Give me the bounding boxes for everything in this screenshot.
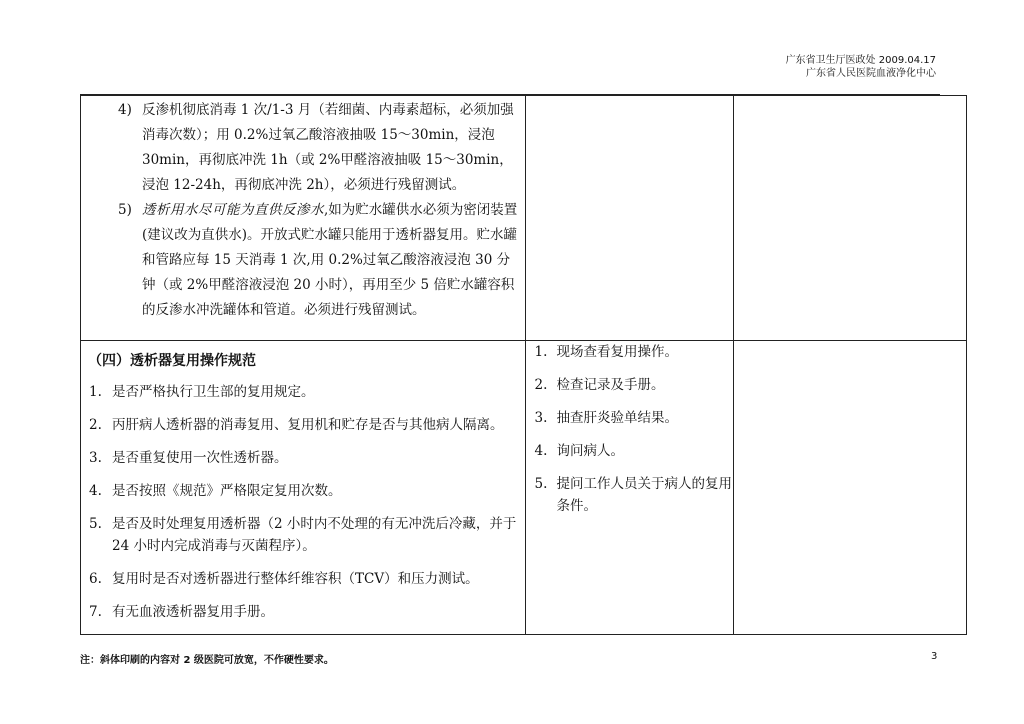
list-item	[81, 513, 525, 557]
header-line-2: 广东省人民医院血液净化中心	[806, 68, 936, 79]
inspection-table	[80, 95, 967, 635]
item-text: 抽查肝炎验单结果。	[556, 410, 678, 426]
table-row	[81, 96, 967, 341]
item-number: 7.	[89, 604, 102, 620]
upper-score-cell	[733, 96, 966, 341]
item-text: 询问病人。	[556, 443, 624, 459]
list-item	[81, 568, 525, 590]
item-number: 6.	[89, 571, 102, 587]
list-item	[81, 198, 525, 323]
item-text: 现场查看复用操作。	[556, 344, 678, 360]
item-text: 有无血液透析器复用手册。	[112, 604, 274, 620]
table-row	[81, 341, 967, 635]
item-number: 3.	[89, 450, 102, 466]
list-item	[81, 601, 525, 623]
list-item	[81, 480, 525, 502]
item-text: 是否及时处理复用透析器（2 小时内不处理的有无冲洗后冷藏，并于 24 小时内完成消毒与灭菌程序）。	[112, 516, 517, 554]
footer-note: 注：斜体印刷的内容对 2 级医院可放宽，不作硬性要求。	[80, 655, 334, 666]
check-method-cell	[525, 341, 733, 635]
section-score-cell	[733, 341, 966, 635]
list-item	[526, 407, 733, 429]
list-item	[81, 98, 525, 198]
item-number: 2.	[534, 377, 548, 393]
page-number: 3	[931, 651, 938, 662]
item-number: 4)	[118, 102, 132, 118]
list-item	[526, 341, 733, 363]
item-text: 丙肝病人透析器的消毒复用、复用机和贮存是否与其他病人隔离。	[112, 417, 504, 433]
item-number: 1.	[89, 384, 102, 400]
item-number: 4.	[89, 483, 102, 499]
section-content-cell	[81, 341, 526, 635]
header-line-1: 广东省卫生厅医政处 2009.04.17	[785, 55, 936, 66]
item-text: 是否重复使用一次性透析器。	[112, 450, 288, 466]
list-item	[526, 473, 733, 517]
item-text: 是否按照《规范》严格限定复用次数。	[112, 483, 342, 499]
list-item	[81, 381, 525, 403]
upper-method-cell	[525, 96, 733, 341]
document-header	[786, 54, 936, 80]
item-text: 提问工作人员关于病人的复用条件。	[556, 476, 732, 514]
list-item	[526, 440, 733, 462]
item-number: 5.	[89, 516, 102, 532]
item-text: 检查记录及手册。	[556, 377, 665, 393]
item-text: 反渗机彻底消毒 1 次/1-3 月（若细菌、内毒素超标，必须加强消毒次数）；用 0.2%过氧乙酸溶液抽吸 15～30min，浸泡 30min，再彻底冲洗 1h（或 2%甲醛溶液抽吸 15～30min，浸泡 12-24h，再彻底冲洗 2h），必须进行残留测试。	[142, 102, 514, 193]
item-text: 是否严格执行卫生部的复用规定。	[112, 384, 315, 400]
item-text: 复用时是否对透析器进行整体纤维容积（TCV）和压力测试。	[112, 571, 479, 587]
upper-content-cell	[81, 96, 526, 341]
item-number: 1.	[534, 344, 548, 360]
list-item	[81, 447, 525, 469]
list-item	[81, 414, 525, 436]
item-number: 5.	[534, 476, 548, 492]
item-number: 4.	[534, 443, 548, 459]
list-item	[526, 374, 733, 396]
section-title: （四）透析器复用操作规范	[88, 353, 256, 369]
item-number: 2.	[89, 417, 102, 433]
item-number: 5)	[118, 202, 132, 218]
item-text: ,如为贮水罐供水必须为密闭装置(建议改为直供水)。开放式贮水罐只能用于透析器复用。贮水罐和管路应每 15 天消毒 1 次,用 0.2%过氧乙酸溶液浸泡 30 分钟（或 2%甲醛溶液浸泡 20 小时），再用至少 5 倍贮水罐容积的反渗水冲洗罐体和管道。必须进行残留测试。	[142, 202, 518, 318]
italic-requirement: 透析用水尽可能为直供反渗水	[142, 202, 324, 218]
item-number: 3.	[534, 410, 548, 426]
